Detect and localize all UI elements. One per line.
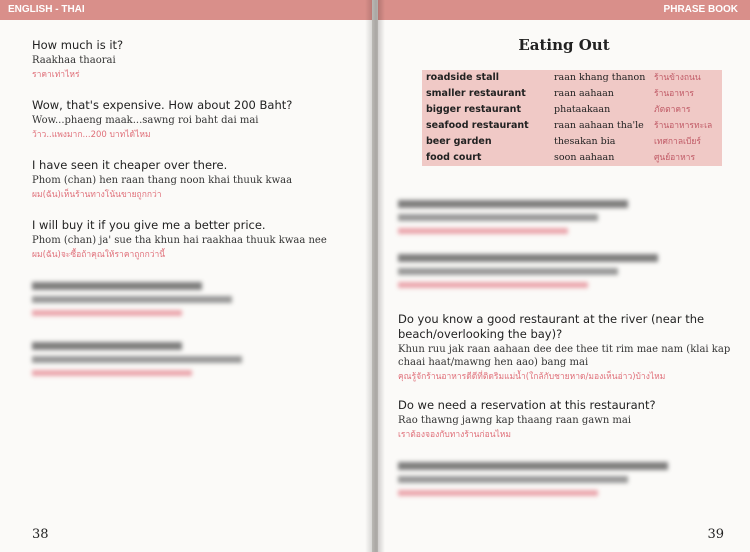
page-number: 38 bbox=[32, 527, 49, 542]
blurred-phrase-entry bbox=[32, 338, 362, 376]
blurred-phrase-entry bbox=[32, 278, 362, 316]
vocab-transliteration: phataakaan bbox=[554, 104, 611, 115]
phrase-thai: เราต้องจองกับทางร้านก่อนไหม bbox=[398, 430, 512, 440]
phrase-thai: ราคาเท่าไหร่ bbox=[32, 70, 80, 80]
phrase-thai: ว้าว..แพงมาก...200 บาทได้ไหม bbox=[32, 130, 151, 140]
section-title: Eating Out bbox=[518, 36, 610, 54]
table-row bbox=[422, 102, 722, 118]
phrase-entry bbox=[32, 98, 362, 141]
vocab-english: beer garden bbox=[426, 136, 492, 147]
book-gutter bbox=[365, 0, 385, 552]
phrase-transliteration: Phom (chan) ja' sue tha khun hai raakhaa thuuk kwaa nee bbox=[32, 235, 327, 246]
vocab-english: bigger restaurant bbox=[426, 104, 521, 115]
page-number: 39 bbox=[707, 527, 724, 542]
vocab-english: food court bbox=[426, 152, 482, 163]
vocab-thai: เทศกาลเบียร์ bbox=[654, 137, 701, 147]
table-row bbox=[422, 150, 722, 166]
blurred-phrase-entry bbox=[398, 250, 743, 288]
phrase-entry bbox=[398, 398, 743, 441]
phrase-transliteration: Phom (chan) hen raan thang noon khai thuuk kwaa bbox=[32, 175, 293, 186]
phrase-english: Wow, that's expensive. How about 200 Baht? bbox=[32, 98, 293, 112]
phrase-english: I will buy it if you give me a better price. bbox=[32, 218, 266, 232]
phrase-thai: ผม(ฉัน)จะซื้อถ้าคุณให้ราคาถูกกว่านี้ bbox=[32, 250, 166, 260]
phrase-thai: ผม(ฉัน)เห็นร้านทางโน้นขายถูกกว่า bbox=[32, 190, 162, 200]
vocab-thai: ร้านข้างถนน bbox=[654, 73, 701, 83]
vocab-thai: ภัตตาคาร bbox=[654, 105, 691, 115]
left-page bbox=[0, 0, 372, 552]
phrase-english: Do we need a reservation at this restaurant? bbox=[398, 398, 656, 412]
phrase-english: How much is it? bbox=[32, 38, 124, 52]
phrase-transliteration: Rao thawng jawng kap thaang raan gawn mai bbox=[398, 415, 632, 426]
right-page bbox=[378, 0, 750, 552]
vocab-transliteration: raan aahaan bbox=[554, 88, 614, 99]
table-row bbox=[422, 134, 722, 150]
blurred-phrase-entry bbox=[398, 458, 743, 496]
vocab-thai: ศูนย์อาหาร bbox=[654, 153, 696, 163]
vocab-transliteration: thesakan bia bbox=[554, 136, 616, 147]
vocab-english: seafood restaurant bbox=[426, 120, 529, 131]
vocab-english: roadside stall bbox=[426, 72, 500, 83]
phrase-entry bbox=[32, 218, 362, 261]
vocabulary-table bbox=[422, 70, 722, 166]
phrase-transliteration: Khun ruu jak raan aahaan dee dee thee tit rim mae nam (klai kap chaai haat/mawng hen aao) bang mai bbox=[398, 344, 731, 368]
table-row bbox=[422, 118, 722, 134]
phrase-entry bbox=[32, 38, 362, 81]
phrase-entry bbox=[32, 158, 362, 201]
table-row bbox=[422, 86, 722, 102]
table-row bbox=[422, 70, 722, 86]
left-page-header: ENGLISH - THAI bbox=[0, 0, 372, 20]
vocab-thai: ร้านอาหาร bbox=[654, 89, 694, 99]
vocab-transliteration: raan khang thanon bbox=[554, 72, 646, 83]
phrase-english: Do you know a good restaurant at the river (near the beach/overlooking the bay)? bbox=[398, 312, 705, 341]
vocab-transliteration: raan aahaan tha'le bbox=[554, 120, 644, 131]
phrase-transliteration: Raakhaa thaorai bbox=[32, 55, 116, 66]
phrase-entry bbox=[398, 312, 743, 383]
vocab-thai: ร้านอาหารทะเล bbox=[654, 121, 713, 131]
right-page-header: PHRASE BOOK bbox=[378, 0, 750, 20]
phrase-thai: คุณรู้จักร้านอาหารดีดีที่ติดริมแม่น้ำ(ใกล้กับชายหาด/มองเห็นอ่าว)บ้างไหม bbox=[398, 372, 666, 382]
vocab-transliteration: soon aahaan bbox=[554, 152, 615, 163]
phrase-english: I have seen it cheaper over there. bbox=[32, 158, 228, 172]
phrase-transliteration: Wow...phaeng maak...sawng roi baht dai mai bbox=[32, 115, 259, 126]
vocab-english: smaller restaurant bbox=[426, 88, 526, 99]
blurred-phrase-entry bbox=[398, 196, 743, 234]
